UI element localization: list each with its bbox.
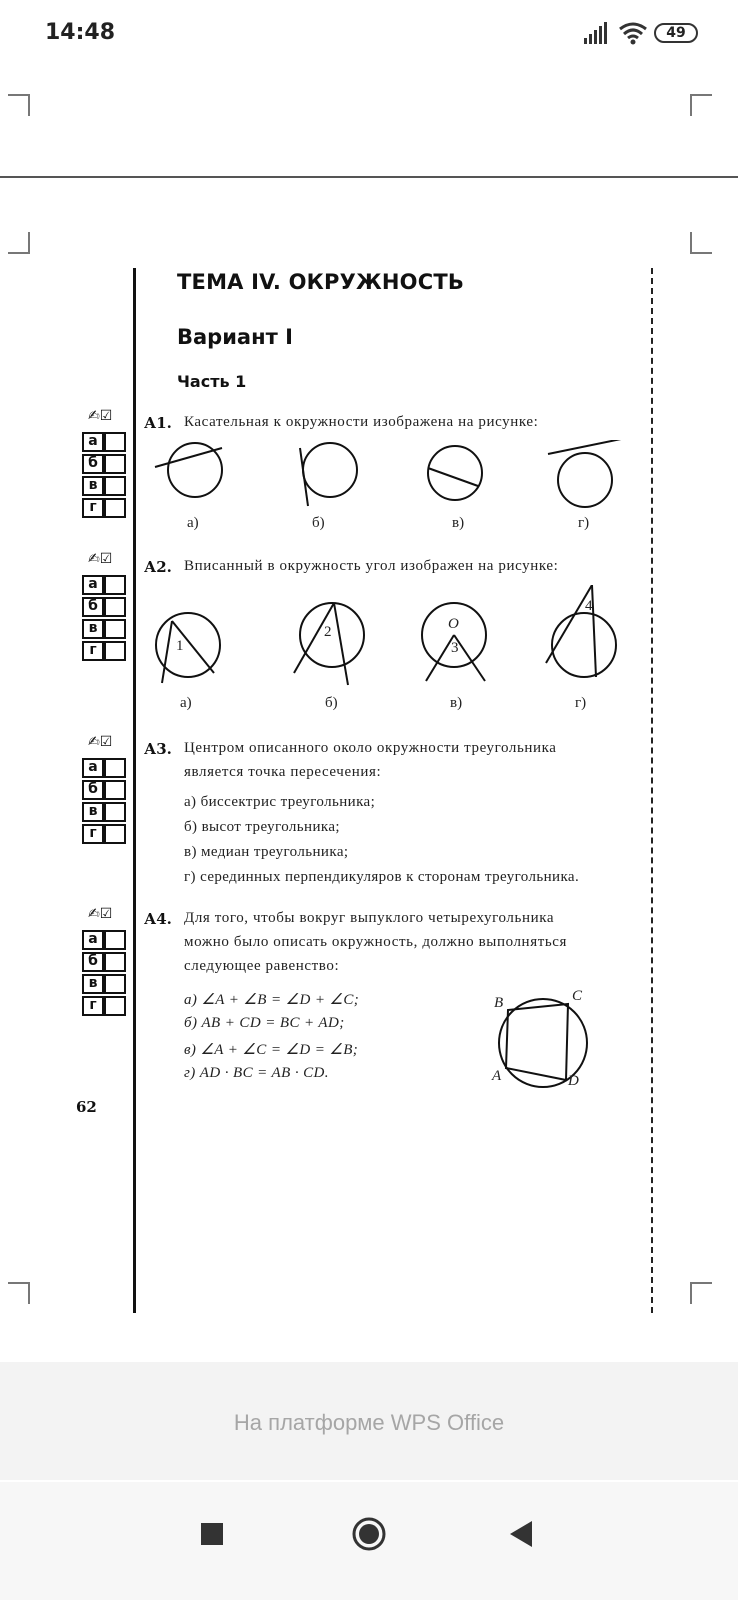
figure-label: в) [450,695,463,711]
platform-label: На платформе WPS Office [233,1410,505,1435]
question-text: Касательная к окружности изображена на рисунке: [184,414,539,430]
answer-option[interactable]: а [82,930,128,948]
answer-choice: в) ∠A + ∠C = ∠D = ∠B; [184,1042,359,1058]
question-text: Центром описанного около окружности треугольника [184,740,557,756]
answer-choice: в) медиан треугольника; [184,844,349,860]
answer-choice: а) биссектрис треугольника; [184,794,376,810]
angle-mark: 1 [176,638,184,654]
figure-label: а) [180,695,192,711]
pencil-check-icon: ✍☑ [88,408,113,424]
battery-indicator: 49 [654,23,698,43]
vertex-label: D [568,1073,579,1089]
vertex-label: C [572,988,583,1004]
question-text: можно было описать окружность, должно выполняться [184,934,568,950]
answer-option[interactable]: в [82,476,128,494]
question-number: А3. [144,740,172,758]
question-number: А2. [144,558,172,576]
answer-option[interactable]: в [82,619,128,637]
pencil-check-icon: ✍☑ [88,734,113,750]
question-text: является точка пересечения: [184,764,382,780]
margin-rule [133,268,136,1313]
clock: 14:48 [45,20,116,45]
question-number: А4. [144,910,172,928]
answer-option[interactable]: б [82,780,128,798]
answer-option[interactable]: б [82,952,128,970]
vertex-label: B [494,995,504,1011]
figure-label: г) [578,515,590,531]
status-icons [584,18,698,48]
tangent-figures [150,440,650,520]
recent-apps-button[interactable] [200,1522,224,1546]
crop-mark [690,94,712,116]
question-text: Для того, чтобы вокруг выпуклого четырехугольника [184,910,555,926]
wifi-icon [618,21,648,45]
figure-label: б) [312,515,325,531]
variant-heading: Вариант I [177,325,293,349]
answer-choice: г) AD · BC = AB · CD. [184,1065,329,1081]
status-bar [0,0,738,70]
figure-label: в) [452,515,465,531]
answer-option[interactable]: в [82,974,128,992]
square-icon [200,1522,224,1546]
answer-option[interactable]: г [82,996,128,1014]
answer-option[interactable]: а [82,432,128,450]
answer-option[interactable]: б [82,597,128,615]
circle-icon [351,1516,387,1552]
part-heading: Часть 1 [177,372,247,391]
angle-mark: 4 [585,598,593,614]
answer-option[interactable]: в [82,802,128,820]
page-number: 62 [76,1098,97,1116]
document-page[interactable] [0,200,738,1400]
question-number: А1. [144,414,172,432]
system-nav-bar [0,1482,738,1600]
inscribed-angle-figures [150,585,650,695]
back-button[interactable] [508,1520,534,1548]
answer-choice: а) ∠A + ∠B = ∠D + ∠C; [184,992,360,1008]
vertex-label: A [492,1068,502,1084]
question-text: следующее равенство: [184,958,340,974]
question-text: Вписанный в окружность угол изображен на рисунке: [184,558,559,574]
answer-choice: б) AB + CD = BC + AD; [184,1015,345,1031]
angle-mark: 3 [451,640,459,656]
back-triangle-icon [508,1520,534,1548]
cut-line [651,268,653,1313]
answer-option[interactable]: б [82,454,128,472]
page-separator [0,176,738,178]
figure-label: а) [187,515,199,531]
pencil-check-icon: ✍☑ [88,551,113,567]
crop-mark [8,94,30,116]
figure-label: г) [575,695,587,711]
home-button[interactable] [351,1516,387,1552]
page-title: ТЕМА IV. ОКРУЖНОСТЬ [177,270,465,294]
signal-icon [584,22,612,44]
answer-option[interactable]: г [82,824,128,842]
center-mark: O [448,616,459,632]
answer-option[interactable]: а [82,758,128,776]
answer-choice: б) высот треугольника; [184,819,340,835]
answer-choice: г) серединных перпендикуляров к сторонам треугольника. [184,869,580,885]
answer-option[interactable]: г [82,641,128,659]
answer-option[interactable]: а [82,575,128,593]
angle-mark: 2 [324,624,332,640]
figure-label: б) [325,695,338,711]
pencil-check-icon: ✍☑ [88,906,113,922]
answer-option[interactable]: г [82,498,128,516]
